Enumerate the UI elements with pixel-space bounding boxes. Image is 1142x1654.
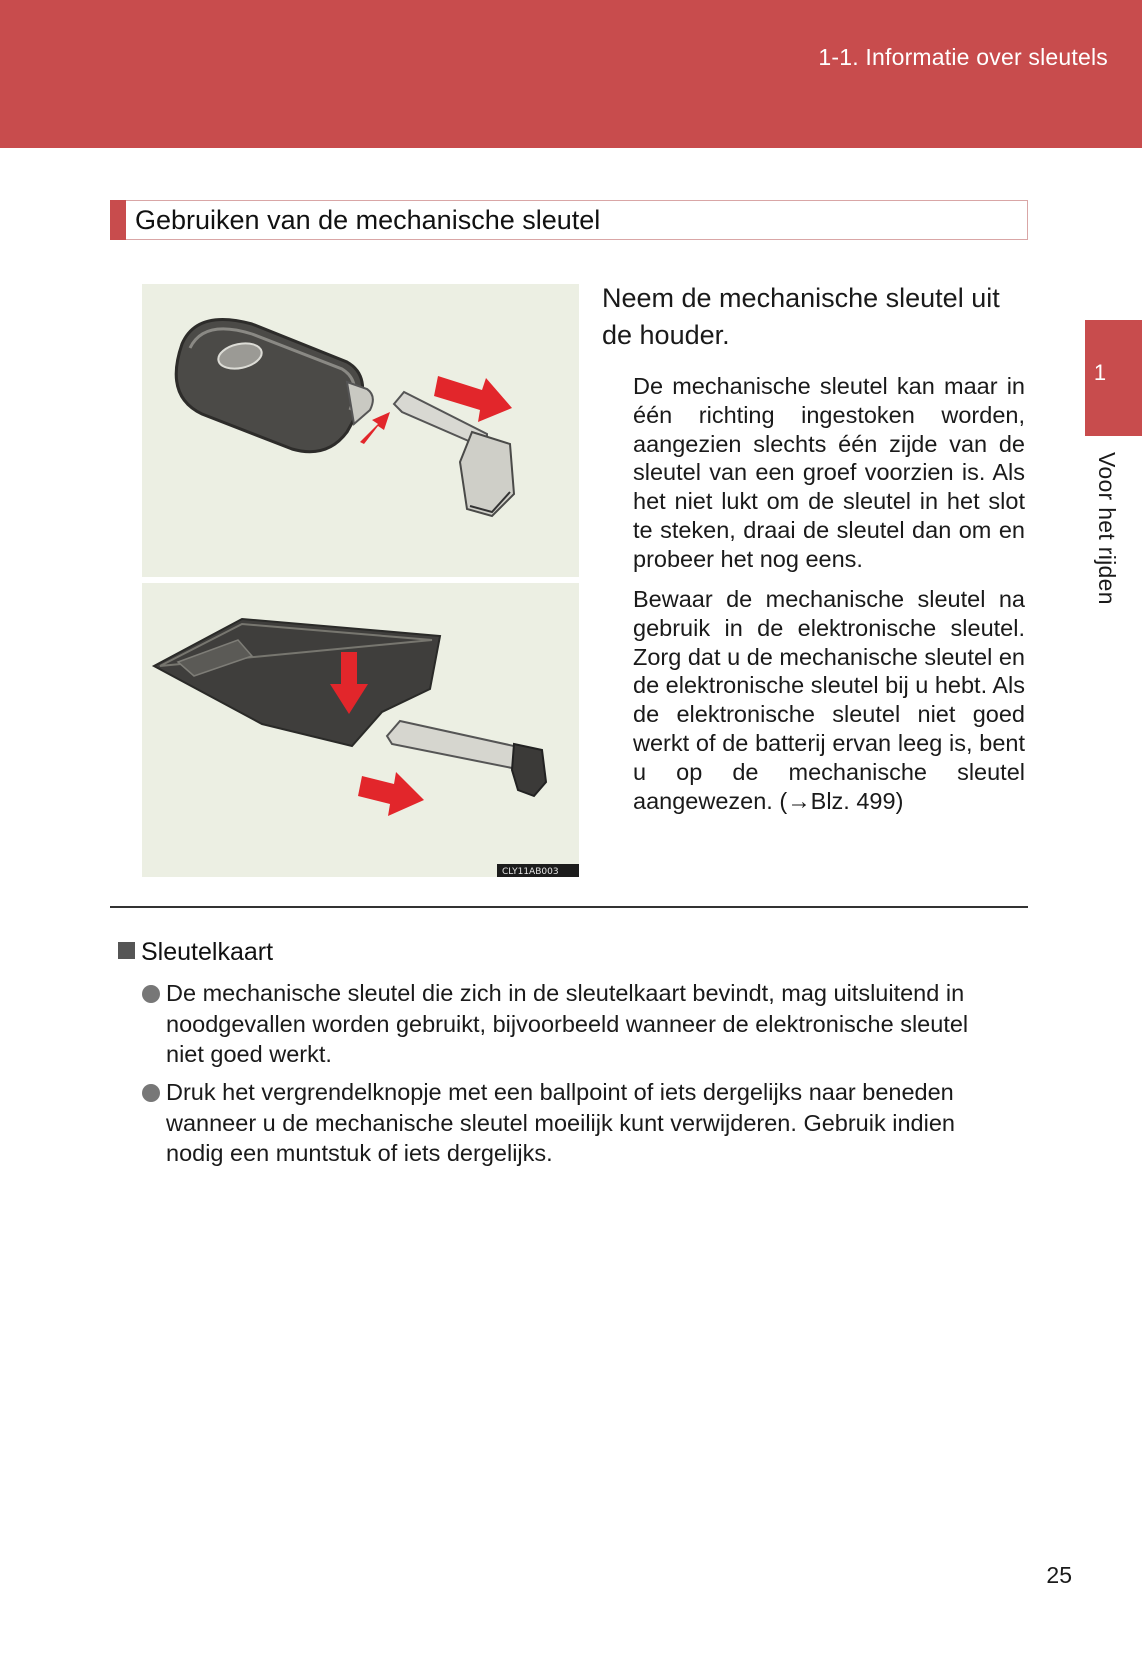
list-item-text: De mechanische sleutel die zich in de sleutelkaart bevindt, mag uitsluitend in noodgevallen worden gebruikt, bijvoorbeeld wanneer de elektronische sleutel niet goed werkt. bbox=[166, 980, 969, 1067]
section-heading: Gebruiken van de mechanische sleutel bbox=[135, 205, 601, 235]
circle-bullet-icon bbox=[142, 985, 160, 1003]
subsection-heading bbox=[118, 938, 273, 967]
square-bullet-icon bbox=[118, 942, 135, 959]
list-item bbox=[142, 978, 1012, 1070]
heading-accent-bar bbox=[110, 200, 126, 240]
key-illustration bbox=[142, 284, 579, 877]
note-storage: Bewaar de mechanische sleutel na gebruik in de elektronische sleutel. Zorg dat u de mechanische sleutel en de elektronische sleutel bij u hebt. Als de elektronische sleutel niet goed werkt of de batterij ervan leeg is, bent u op de mechanische sleutel aangewezen. (→Blz. 499) bbox=[633, 586, 1025, 814]
chapter-tab[interactable] bbox=[1085, 320, 1142, 436]
subsection-heading-text: Sleutelkaart bbox=[141, 938, 274, 966]
circle-bullet-icon bbox=[142, 1084, 160, 1102]
main-instruction: Neem de mechanische sleutel uit de houder. bbox=[602, 283, 1000, 350]
header-band bbox=[0, 0, 1142, 148]
section-divider bbox=[110, 906, 1028, 908]
list-item bbox=[142, 1077, 1012, 1169]
illustration-code: CLY11AB003 bbox=[502, 867, 559, 877]
note-insertion-direction: De mechanische sleutel kan maar in één richting ingestoken worden, aangezien slechts één zijde van de sleutel van een groef voorzien is. Als het niet lukt om de sleutel in het slot te steken, draai de sleutel dan om en probeer het nog eens. bbox=[633, 373, 1025, 572]
list-item-text: Druk het vergrendelknopje met een ballpoint of iets dergelijks naar beneden wanneer u de mechanische sleutel moeilijk kunt verwijderen. Gebruik indien nodig een muntstuk of iets dergelijks. bbox=[166, 1079, 955, 1166]
page-number: 25 bbox=[1046, 1562, 1072, 1588]
chapter-tab-label: Voor het rijden bbox=[1094, 452, 1120, 605]
chapter-tab-number: 1 bbox=[1093, 360, 1107, 385]
chapter-section-title: 1-1. Informatie over sleutels bbox=[818, 44, 1108, 70]
section-heading-box bbox=[110, 200, 1028, 240]
